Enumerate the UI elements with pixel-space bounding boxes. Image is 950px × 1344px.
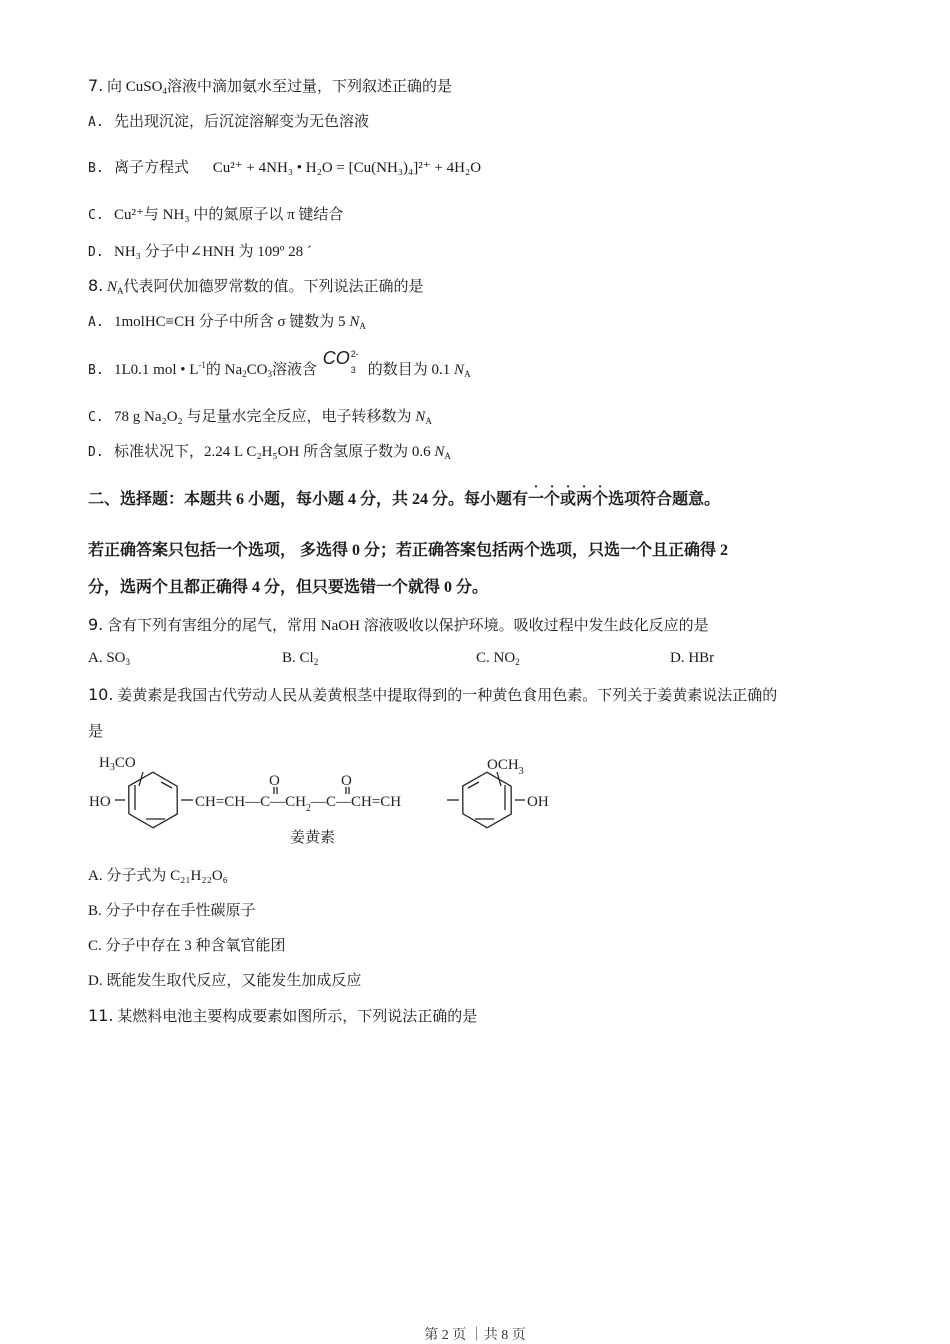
svg-text:O: O	[269, 773, 280, 789]
q8-option-c: C. 78 g Na₂O₂ 与足量水完全反应，电子转移数为 $N_A$	[88, 409, 432, 426]
right-hydroxy-label: OH	[527, 794, 549, 810]
svg-text:O: O	[341, 773, 352, 789]
left-hydroxy-label: HO	[89, 794, 111, 810]
q9-option-a: A. $SO_3$	[88, 650, 131, 667]
q8-stem: 8. $N_A$代表阿伏加德罗常数的值。下列说法正确的是	[88, 276, 424, 296]
q9-number: 9.	[88, 615, 104, 634]
q10-stem-line1: 10. 姜黄素是我国古代劳动人民从姜黄根茎中提取得到的一种黄色食用色素。下列关于姜黄素说法正确的	[88, 685, 778, 704]
left-methoxy-label: $H_3CO$	[99, 755, 136, 773]
q8-number: 8.	[88, 276, 104, 295]
q10-option-b: B. 分子中存在手性碳原子	[88, 903, 256, 919]
q10-option-c: C. 分子中存在 3 种含氧官能团	[88, 938, 286, 954]
q10-option-d: D. 既能发生取代反应，又能发生加成反应	[88, 973, 362, 989]
q7-option-c: C. Cu²⁺与 NH₃ 中的氮原子以 π 键结合	[88, 207, 344, 223]
page-footer: 第 2 页 ｜共 8 页	[424, 1328, 526, 1343]
q9-option-c: C. $NO_2$	[476, 650, 520, 667]
curcumin-structure-diagram	[85, 748, 555, 853]
q9-option-b: B. $Cl_2$	[282, 650, 319, 667]
q7-stem: 7. 向 CuSO$_4$溶液中滴加氨水至过量，下列叙述正确的是	[88, 76, 452, 96]
q10-number: 10.	[88, 685, 114, 704]
q10-option-a: A. 分子式为 C₂₁H₂₂O₆	[88, 868, 228, 884]
q9-option-d: D. HBr	[670, 650, 715, 666]
section2-instructions-line2: 若正确答案只包括一个选项， 多选得 0 分；若正确答案包括两个选项，只选一个且正确得 2	[88, 542, 729, 559]
section2-instructions-line1: 二、选择题：本题共 6 小题，每小题 4 分，共 24 分。每小题有一个或两个选项符合题意。	[88, 491, 721, 508]
q7-option-a: A. 先出现沉淀，后沉淀溶解变为无色溶液	[88, 114, 370, 130]
q11-stem: 11. 某燃料电池主要构成要素如图所示，下列说法正确的是	[88, 1006, 478, 1025]
q9-stem: 9. 含有下列有害组分的尾气，常用 NaOH 溶液吸收以保护环境。吸收过程中发生歧化反应的是	[88, 615, 709, 634]
q8-option-d: D. 标准状况下，2.24 L C₂H₅OH 所含氢原子数为 0.6 $N_A$	[88, 444, 451, 461]
q11-number: 11.	[88, 1006, 114, 1025]
right-methoxy-label: $OCH_3$	[487, 757, 524, 777]
q7-number: 7.	[88, 76, 104, 95]
q10-stem-line2: 是	[88, 724, 104, 740]
structure-caption: 姜黄素	[290, 830, 336, 846]
carbonate-ion: CO 2- 3	[322, 348, 359, 375]
svg-text:CH=CH—C—CH2—C—CH=CH: $CH=CH—C—CH_2—C—CH=CH$	[195, 794, 402, 814]
section2-instructions-line3: 分，选两个且都正确得 4 分，但只要选错一个就得 0 分。	[88, 579, 489, 596]
q8-option-a: A. 1molHC≡CH 分子中所含 σ 键数为 5 $N_A$	[88, 314, 366, 331]
q7-equation: Cu²⁺ + 4NH₃ • H₂O = [Cu(NH₃)₄]²⁺ + 4H₂O	[212, 160, 482, 176]
q8-option-b: B. 1L0.1 mol • $L^{-1}$的 $Na_2CO_3$溶液含 CO 2- 3 的数目为 0.1 $N_A$	[88, 348, 471, 379]
q7-option-b: B. 离子方程式 Cu²⁺ + 4NH₃ • H₂O = [Cu(NH₃)₄]²⁺ + 4H₂O	[88, 160, 482, 176]
q7-option-d: D. NH₃ 分子中∠HNH 为 109º 28 ´	[88, 244, 312, 260]
